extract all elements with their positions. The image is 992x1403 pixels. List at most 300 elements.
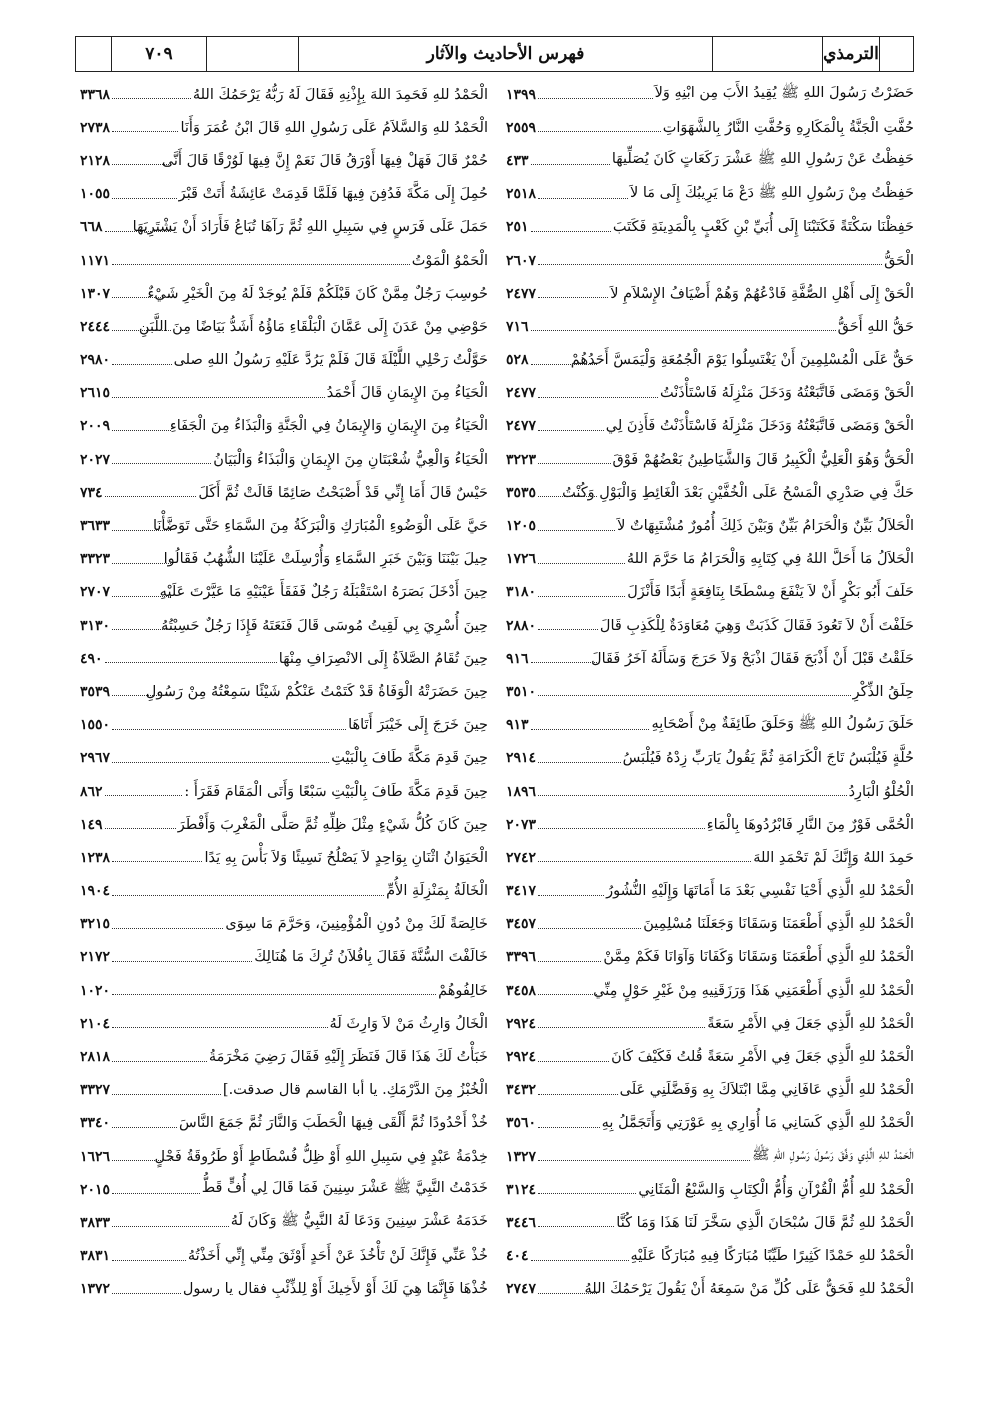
dot-leader <box>538 629 598 630</box>
dot-leader <box>112 729 346 730</box>
index-entry <box>506 1206 914 1239</box>
entry-text: حَمَلَ عَلَى فَرَسٍ فِي سَبِيلِ اللهِ ثُمَّ رَآهَا تُبَاعُ فَأَرَادَ أَنْ يَشْتَرِيَهَا <box>132 219 488 236</box>
entry-number: ١١٧١ <box>80 252 111 269</box>
index-entry <box>506 1107 914 1140</box>
index-entry <box>80 742 488 775</box>
entry-number: ٢٥٥٩ <box>506 119 537 136</box>
dot-leader <box>112 1094 221 1095</box>
entry-text: حَكَّ فِي صَدْرِي الْمَسْحُ عَلَى الْخُفَّيْنِ بَعْدَ الْغَائِطِ وَالْبَوْلِ وَكُنْتُ <box>562 484 914 501</box>
entry-number: ١٥٥٠ <box>80 717 111 734</box>
entry-text: حُمْرٌ قَالَ فَهَلْ فِيهَا أَوْرَقُ قَالَ نَعَمْ إِنَّ فِيهَا لَوُرْقًا قَالَ أَنَّى <box>161 152 488 169</box>
index-entry <box>506 974 914 1007</box>
entry-text: الْخُبْزُ مِنَ الدَّرْمَكِ. يا أبا القاسم قال صدقت.] <box>222 1082 488 1099</box>
index-entry <box>506 841 914 874</box>
dot-leader <box>538 1061 609 1062</box>
entry-number: ١٦٢٦ <box>80 1148 111 1165</box>
entry-number: ١٢٣٨ <box>80 849 111 866</box>
index-entry <box>80 709 488 742</box>
dot-leader <box>112 762 329 763</box>
index-entry <box>506 675 914 708</box>
entry-text: خُذْ عَنِّي فَإِنَّكَ لَنْ تَأْخُذَ عَنْ أَحَدٍ أَوْثَقَ مِنِّي إِنِّي أَخَذْتُهُ <box>187 1248 488 1265</box>
index-entry <box>506 78 914 111</box>
dot-leader <box>105 828 176 829</box>
index-entry <box>506 211 914 244</box>
index-entry <box>506 244 914 277</box>
dot-leader <box>538 762 620 763</box>
index-entry <box>506 1040 914 1073</box>
dot-leader <box>538 264 882 265</box>
entry-text: حَوَّلْتُ رَحْلِي اللَّيْلَةَ قَالَ فَلَمْ يَرُدَّ عَلَيْهِ رَسُولُ اللهِ صلى <box>173 352 488 369</box>
entry-number: ٣٥٣٩ <box>80 683 111 700</box>
entry-text: الْحَمْدُ للهِ الَّذِي عَافَانِي مِمَّا ابْتَلاَكَ بِهِ وَفَضَّلَنِي عَلَى <box>619 1082 914 1099</box>
index-entry <box>80 1173 488 1206</box>
index-entry <box>80 609 488 642</box>
dot-leader <box>538 430 604 431</box>
entry-text: حِينَ أُسْرِيَ بِي لَقِيتُ مُوسَى قَالَ فَنَعَتَهُ فَإِذَا رَجُلٌ حَسِبْتُهُ <box>161 617 488 634</box>
page-title: فهرس الأحاديث والآثار <box>299 37 713 71</box>
index-entry <box>506 742 914 775</box>
entry-text: الْحَمْدُ للهِ الَّذِي أَطْعَمَنِي هَذَا وَرَزَقَنِيهِ مِنْ غَيْرِ حَوْلٍ مِنِّي <box>593 982 914 999</box>
index-entry <box>80 1140 488 1173</box>
dot-leader <box>112 596 171 597</box>
entry-text: خَالِصَةً لَكَ مِنْ دُونِ الْمُؤْمِنِينَ، وَحَرَّمَ مَا سِوَى <box>225 916 488 933</box>
entry-number: ٣٤٥٨ <box>506 982 537 999</box>
entry-text: خَدَمْتُ النَّبِيَّ ﷺ عَشْرَ سِنِينَ فَمَا قَالَ لِي أُفٍّ قَطُّ <box>201 1180 488 1197</box>
index-entry <box>80 543 488 576</box>
dot-leader <box>538 795 847 796</box>
entry-text: الْحَقْ وَمَضَى فَاتَّبَعْتُهُ وَدَخَلَ مَنْزِلَهُ فَاسْتَأْذَنْتُ <box>659 385 914 402</box>
entry-text: الْحُلْوُ الْبَارِدُ <box>848 783 914 800</box>
entry-text: الْحَمْدُ للهِ الَّذِي جَعَلَ فِي الأَمْرِ سَعَةً قُلتُ فَكَيْفَ كَانَ <box>611 1049 914 1066</box>
index-entry <box>506 1007 914 1040</box>
entry-number: ٢٨١٨ <box>80 1049 111 1066</box>
entry-text: حَفِظْنَا سَكْتَةً فَكَتَبْنَا إِلَى أُبَيِّ بْنِ كَعْبٍ بِالْمَدِينَةِ فَكَتَبَ <box>612 219 914 236</box>
book-name: الترمذي <box>823 37 880 71</box>
dot-leader <box>112 1127 177 1128</box>
index-entry <box>80 377 488 410</box>
entry-text: الْحَمْدُ للهِ ثُمَّ قَالَ سُبْحَانَ الَّذِي سَخَّرَ لَنَا هَذَا وَمَا كُنَّا <box>616 1214 914 1231</box>
index-entry <box>80 277 488 310</box>
entry-text: خُذْهَا فَإِنَّمَا هِيَ لَكَ أَوْ لأَخِيكَ أَوْ لِلذِّئْبِ فقال يا رسول <box>182 1281 488 1298</box>
dot-leader <box>112 131 178 132</box>
dot-leader <box>112 994 436 995</box>
entry-number: ٢٧٣٨ <box>80 119 111 136</box>
entry-text: خَالِفُوهُمْ <box>438 982 488 999</box>
index-entry <box>506 941 914 974</box>
entry-number: ١٣٩٩ <box>506 86 537 103</box>
entry-number: ٣٢٢٣ <box>506 451 537 468</box>
index-entry <box>506 775 914 808</box>
index-entry <box>506 410 914 443</box>
entry-text: الْحَمْدُ للهِ فَحَقٌّ عَلَى كُلِّ مَنْ سَمِعَهُ أَنْ يَقُولَ يَرْحَمُكَ اللهُ <box>584 1281 914 1298</box>
entry-number: ٣٢١٥ <box>80 916 111 933</box>
entry-number: ٣٣٢٧ <box>80 1082 111 1099</box>
dot-leader <box>538 98 653 99</box>
dot-leader <box>112 530 171 531</box>
entry-text: حِينَ حَضَرَتْهُ الْوَفَاةُ قَدْ كَتَمْتُ عَنْكُمْ شَيْئًا سَمِعْتُهُ مِنْ رَسُولِ <box>145 683 488 700</box>
entry-text: حُمِلَ إِلَى مَكَّةَ فَدُفِنَ فِيهَا فَلَمَّا قَدِمَتْ عَائِشَةُ أَتَتْ قَبْرَ <box>178 186 488 203</box>
entry-number: ٩١٦ <box>506 650 529 667</box>
index-entry <box>80 808 488 841</box>
dot-leader <box>538 1127 600 1128</box>
index-entry <box>80 211 488 244</box>
header-cell-empty <box>207 37 299 71</box>
entry-number: ٣٦٣٣ <box>80 518 111 535</box>
entry-number: ٣٤٤٦ <box>506 1214 537 1231</box>
index-entry <box>506 277 914 310</box>
entry-text: حَمِدَ اللهُ وَإِنَّكَ لَمْ تَحْمَدِ اللهَ <box>753 849 914 866</box>
dot-leader <box>538 928 641 929</box>
dot-leader <box>112 1193 200 1194</box>
index-entry <box>80 1273 488 1306</box>
entry-number: ٢٠٧٣ <box>506 816 537 833</box>
dot-leader <box>112 397 325 398</box>
index-entry <box>506 609 914 642</box>
dot-leader <box>538 1094 618 1095</box>
dot-leader <box>105 662 277 663</box>
entry-number: ٣٣٢٣ <box>80 551 111 568</box>
index-entry <box>506 1273 914 1306</box>
entry-number: ٢٩٢٤ <box>506 1015 537 1032</box>
entry-number: ٢٧٠٧ <box>80 584 111 601</box>
index-entry <box>506 875 914 908</box>
entry-text: حِينَ تُقَامُ الصَّلاَةُ إِلَى الانْصِرَافِ مِنْهَا <box>278 650 488 667</box>
entry-text: الْحَيَاءُ وَالْعِيُّ شُعْبَتَانِ مِنَ الإِيمَانِ وَالْبَذَاءُ وَالْبَيَانُ <box>213 451 488 468</box>
dot-leader <box>531 662 597 663</box>
entry-number: ٣٨٣١ <box>80 1248 111 1265</box>
entry-number: ٤٩٠ <box>80 650 103 667</box>
entry-number: ٧٣٤ <box>80 484 103 501</box>
entry-text: الْحَقُّ <box>884 252 914 269</box>
entry-number: ٢٤٧٧ <box>506 418 537 435</box>
index-entry <box>80 310 488 343</box>
index-entry <box>506 111 914 144</box>
entry-text: الْحَيَاءُ مِنَ الإِيمَانِ قَالَ أَحْمَدُ <box>326 385 488 402</box>
dot-leader <box>538 496 597 497</box>
index-entry <box>80 642 488 675</box>
entry-text: حِينَ قَدِمَ مَكَّةَ طَافَ بِالْبَيْتِ <box>331 750 488 767</box>
entry-number: ٢١٧٢ <box>80 949 111 966</box>
dot-leader <box>105 231 171 232</box>
index-entry <box>80 1040 488 1073</box>
entry-number: ٤٣٣ <box>506 152 529 169</box>
dot-leader <box>112 1061 207 1062</box>
entry-text: حَضَرْتُ رَسُولَ اللهِ ﷺ يُقِيدُ الأَبَ مِن ابْنِهِ وَلاَ <box>654 85 914 102</box>
entry-number: ٢٩٢٤ <box>506 1049 537 1066</box>
entry-text: خِدْمَةُ عَبْدٍ فِي سَبِيلِ اللهِ أَوْ ظِلُّ فُسْطَاطٍ أَوْ طَرُوقَةُ فَحْلٍ <box>154 1148 488 1165</box>
entry-text: الْحَيَاءُ مِنَ الإِيمَانِ وَالإِيمَانُ فِي الْجَنَّةِ وَالْبَذَاءُ مِنَ الْجَفَاءِ <box>169 418 488 435</box>
page-header <box>75 36 914 72</box>
entry-text: خُذْ أَحْدُودًا ثُمَّ أَلْقَى فِيهَا الْحَطَبَ وَالنَّارَ ثُمَّ جَمَعَ النَّاسَ <box>179 1115 488 1132</box>
entry-text: الْخَالَةُ بِمَنْزِلَةِ الأُمِّ <box>386 883 488 900</box>
index-entry <box>506 543 914 576</box>
entry-text: حِينَ كَانَ كُلُّ شَيْءٍ مِثْلَ ظِلِّهِ ثُمَّ صَلَّى الْمَغْرِبَ وَأَفْطَرَ <box>177 816 488 833</box>
entry-number: ٣١٣٠ <box>80 617 111 634</box>
index-entry <box>80 443 488 476</box>
entry-number: ٣٥٦٠ <box>506 1115 537 1132</box>
dot-leader <box>112 629 171 630</box>
index-entry <box>80 675 488 708</box>
index-entry <box>506 709 914 742</box>
entry-number: ١٧٢٦ <box>506 551 537 568</box>
dot-leader <box>112 364 172 365</box>
index-entry <box>506 1140 914 1173</box>
dot-leader <box>112 98 191 99</box>
index-entry <box>506 144 914 177</box>
entry-number: ٢٤٧٧ <box>506 285 537 302</box>
entry-text: حَوْضِي مِنْ عَدَنَ إِلَى عَمَّانَ الْبَلْقَاءِ مَاؤُهُ أَشَدُّ بَيَاضًا مِنَ اللَّبَنِ <box>138 318 488 335</box>
dot-leader <box>112 563 171 564</box>
dot-leader <box>531 1260 629 1261</box>
index-entry <box>80 974 488 1007</box>
entry-number: ٢٧٤٢ <box>506 849 537 866</box>
entry-number: ١٨٩٦ <box>506 783 537 800</box>
dot-leader <box>538 1226 614 1227</box>
entry-number: ٦٦٨ <box>80 219 103 236</box>
dot-leader <box>538 131 661 132</box>
dot-leader <box>112 330 171 331</box>
dot-leader <box>538 994 597 995</box>
entry-number: ٢٤٤٤ <box>80 318 111 335</box>
entry-number: ٩١٣ <box>506 717 529 734</box>
index-entry <box>506 1173 914 1206</box>
dot-leader <box>538 530 615 531</box>
entry-text: حَلَفَ أَبُو بَكْرٍ أَنْ لاَ يَنْفَعَ مِسْطَحًا بِنَافِعَةٍ أَبَدًا فَأَنْزَلَ <box>627 584 914 601</box>
entry-text: حَلَفْتَ أَنْ لاَ تَعُودَ فَقَالَ كَذَبَتْ وَهِيَ مُعَاوَدَةٌ لِلْكَذِبِ قَالَ <box>599 617 914 634</box>
entry-text: حَيَّ عَلَى الْوَضُوءِ الْمُبَارَكِ وَالْبَرَكَةُ مِنَ السَّمَاءِ حَتَّى تَوَضَّأْنَا <box>152 518 488 535</box>
dot-leader <box>105 795 183 796</box>
dot-leader <box>538 397 658 398</box>
dot-leader <box>538 1293 597 1294</box>
entry-number: ٨٦٢ <box>80 783 103 800</box>
entry-text: حَقُّ اللهِ أَحَقُّ <box>837 318 914 335</box>
entry-text: حَلَقْتُ قَبْلَ أَنْ أَذْبَحَ فَقَالَ اذْبَحْ وَلاَ حَرَجَ وَسَأَلَهُ آخَرُ فَقَالَ <box>591 650 914 667</box>
dot-leader <box>112 463 211 464</box>
entry-text: الْحُمَّى فَوْرٌ مِنَ النَّارِ فَابْرُدُوهَا بِالْمَاءِ <box>706 816 914 833</box>
entry-number: ١٩٠٤ <box>80 883 111 900</box>
index-entry <box>506 443 914 476</box>
entry-number: ٥٢٨ <box>506 352 529 369</box>
entry-number: ٢٧٤٧ <box>506 1281 537 1298</box>
dot-leader <box>531 231 611 232</box>
entry-number: ٣٥١٠ <box>506 683 537 700</box>
entry-number: ٢١٢٨ <box>80 152 111 169</box>
entry-number: ٧١٦ <box>506 318 529 335</box>
entry-text: الْحَمْدُ للهِ أُمُّ الْقُرْآنِ وَأُمُّ الْكِتَابِ وَالسَّبْعُ الْمَثَانِي <box>638 1181 914 1198</box>
entry-number: ١٤٩ <box>80 816 103 833</box>
dot-leader <box>112 1293 181 1294</box>
index-entry <box>80 476 488 509</box>
entry-text: حُلَّةٍ فَيُلْبَسُ تَاجَ الْكَرَامَةِ ثُمَّ يَقُولُ يَارَبِّ زِدْهُ فَيُلْبَسُ <box>622 750 914 767</box>
index-entry <box>80 178 488 211</box>
dot-leader <box>112 1160 171 1161</box>
entry-text: الْحَقُّ وَهُوَ الْعَلِيُّ الْكَبِيرُ قَالَ وَالشَّيَاطِينُ بَعْضُهُمْ فَوْقَ <box>612 451 914 468</box>
entry-text: حُفَّتِ الْجَنَّةُ بِالْمَكَارِهِ وَحُفَّتِ النَّارُ بِالشَّهَوَاتِ <box>662 119 914 136</box>
entry-text: حِيلَ بَيْنَنَا وَبَيْنَ خَبَرِ السَّمَاءِ وَأُرْسِلَتْ عَلَيْنَا الشُّهُبُ فَقَالُوا <box>163 551 488 568</box>
index-entry <box>80 1240 488 1273</box>
entry-text: حَفِظْتُ عَنْ رَسُولِ اللهِ ﷺ عَشْرَ رَكَعَاتٍ كَانَ يُصَلِّيهَا <box>611 151 914 168</box>
entry-text: خَبَأْتُ لَكَ هَذَا قَالَ فَنَظَرَ إِلَيْهِ فَقَالَ رَضِيَ مَخْرَمَةُ <box>208 1049 488 1066</box>
entry-text: حَقٌّ عَلَى الْمُسْلِمِينَ أَنْ يَغْتَسِلُوا يَوْمَ الْجُمُعَةِ وَلْيَمَسَّ أَحَدُهُمْ <box>570 352 914 369</box>
entry-number: ٢٠١٥ <box>80 1181 111 1198</box>
entry-number: ٢٦١٥ <box>80 385 111 402</box>
entry-number: ١٣٢٧ <box>506 1148 537 1165</box>
entry-text: الْحَقْ إِلَى أَهْلِ الصُّفَّةِ فَادْعُهُمْ وَهُمْ أَضْيَافُ الإِسْلاَمِ لاَ <box>610 285 914 302</box>
entry-number: ١٠٥٥ <box>80 186 111 203</box>
dot-leader <box>105 496 197 497</box>
entry-text: الْحَمْدُ للهِ وَالسَّلاَمُ عَلَى رَسُولِ اللهِ قَالَ ابْنُ عُمَرَ وَأَنَا <box>180 119 488 136</box>
dot-leader <box>538 1160 750 1161</box>
header-cell-empty <box>880 37 913 71</box>
dot-leader <box>112 430 171 431</box>
entry-text: حَيْسٌ قَالَ أَمَا إِنِّي قَدْ أَصْبَحْتُ صَائِمًا قَالَتْ ثُمَّ أَكَلَ <box>198 484 488 501</box>
entry-text: حُوسِبَ رَجُلٌ مِمَّنْ كَانَ قَبْلَكُمْ فَلَمْ يُوجَدْ لَهُ مِنَ الْخَيْرِ شَيْءٌ <box>147 285 488 302</box>
dot-leader <box>112 895 384 896</box>
dot-leader <box>538 198 628 199</box>
index-entry <box>80 941 488 974</box>
index-entry <box>80 509 488 542</box>
dot-leader <box>538 563 625 564</box>
entry-number: ١٠٢٠ <box>80 982 111 999</box>
index-entry <box>80 111 488 144</box>
entry-number: ٢٩١٤ <box>506 750 537 767</box>
entry-text: الْحَمْدُ للهِ الَّذِي وَفَّقَ رَسُولَ رَسُولِ اللهِ ﷺ <box>751 1147 914 1164</box>
dot-leader <box>531 330 836 331</box>
index-entry <box>80 908 488 941</box>
dot-leader <box>112 1226 229 1227</box>
index-entry <box>80 1007 488 1040</box>
dot-leader <box>538 1193 636 1194</box>
entry-number: ٣٤٣٢ <box>506 1082 537 1099</box>
dot-leader <box>112 164 171 165</box>
entry-text: الْحَمْدُ للهِ فَحَمِدَ اللهَ بِإِذْنِهِ فَقَالَ لَهُ رَبُّهُ يَرْحَمُكَ اللهُ <box>192 86 488 103</box>
entry-text: حِلَقُ الذِّكْرِ <box>852 683 914 700</box>
page-number: ٧٠٩ <box>112 37 207 71</box>
index-entry <box>506 1074 914 1107</box>
dot-leader <box>112 1260 186 1261</box>
entry-text: خَالَفْتَ السُّنَّةَ فَقَالَ بِافُلاَنُ تُرِكَ مَا هُنَالِكَ <box>254 949 488 966</box>
index-entry <box>80 841 488 874</box>
dot-leader <box>538 895 604 896</box>
entry-number: ٢٩٦٧ <box>80 750 111 767</box>
entry-number: ٤٠٤ <box>506 1248 529 1265</box>
entry-text: الْخَالُ وَارِثُ مَنْ لاَ وَارِثَ لَهُ <box>329 1015 488 1032</box>
entry-text: الْحَمْدُ للهِ الَّذِي أَطْعَمَنَا وَسَقَانَا وَجَعَلَنَا مُسْلِمِينَ <box>643 916 914 933</box>
entry-number: ٣٤٥٧ <box>506 916 537 933</box>
entry-number: ٢٥١ <box>506 219 529 236</box>
index-entry <box>506 576 914 609</box>
entry-text: حَلَقَ رَسُولُ اللهِ ﷺ وَحَلَقَ طَائِفَةٌ مِنْ أَصْحَابِهِ <box>651 715 914 732</box>
dot-leader <box>538 1027 705 1028</box>
dot-leader <box>538 828 705 829</box>
entry-text: الْحَمْدُ للهِ الَّذِي جَعَلَ فِي الأَمْرِ سَعَةً <box>707 1015 914 1032</box>
index-entry <box>80 576 488 609</box>
entry-number: ٢٥١٨ <box>506 186 537 203</box>
entry-number: ٣١٢٤ <box>506 1181 537 1198</box>
entry-number: ١٣٠٧ <box>80 285 111 302</box>
entry-number: ٢٠٢٧ <box>80 451 111 468</box>
header-cell-empty <box>76 37 112 71</box>
index-entry <box>506 808 914 841</box>
dot-leader <box>112 928 223 929</box>
index-entry <box>506 310 914 343</box>
index-entry <box>506 908 914 941</box>
index-entry <box>506 1240 914 1273</box>
dot-leader <box>112 297 171 298</box>
dot-leader <box>538 961 601 962</box>
index-entry <box>80 1074 488 1107</box>
entry-number: ٢٦٠٧ <box>506 252 537 269</box>
dot-leader <box>112 1027 327 1028</box>
entry-number: ٣٣٦٨ <box>80 86 111 103</box>
dot-leader <box>112 198 177 199</box>
entry-number: ٢٤٧٧ <box>506 385 537 402</box>
entry-text: الْحَمْدُ للهِ الَّذِي أَحْيَا نَفْسِي بَعْدَ مَا أَمَاتَهَا وَإِلَيْهِ النُّشُورُ <box>606 883 914 900</box>
entry-text: الْحَلاَلُ بَيِّنٌ وَالْحَرَامُ بَيِّنٌ وَبَيْنَ ذَلِكَ أُمُورٌ مُشْتَبِهَاتٌ لاَ <box>617 518 914 535</box>
right-column <box>506 78 914 1306</box>
header-cell-empty <box>713 37 823 71</box>
entry-number: ٣٨٣٣ <box>80 1214 111 1231</box>
dot-leader <box>538 861 751 862</box>
entry-number: ٣١٨٠ <box>506 584 537 601</box>
dot-leader <box>538 297 608 298</box>
dot-leader <box>112 264 410 265</box>
dot-leader <box>112 695 171 696</box>
entry-text: حِينَ خَرَجَ إِلَى خَيْبَرَ أَتَاهَا <box>348 717 488 734</box>
entry-number: ٢٩٨٠ <box>80 352 111 369</box>
index-entry <box>80 410 488 443</box>
entry-number: ١٢٠٥ <box>506 518 537 535</box>
dot-leader <box>531 729 650 730</box>
index-entry <box>80 78 488 111</box>
dot-leader <box>538 596 625 597</box>
dot-leader <box>112 861 202 862</box>
entry-number: ٢١٠٤ <box>80 1015 111 1032</box>
entry-text: الْحَمْوُ الْمَوْتُ <box>411 252 488 269</box>
entry-text: حِينَ قَدِمَ مَكَّةَ طَافَ بِالْبَيْتِ سَبْعًا وَأَتَى الْمَقَامَ فَقَرَأَ : <box>184 783 488 800</box>
dot-leader <box>531 364 597 365</box>
entry-text: الْحَيَوَانُ اثْنَانِ بِوَاحِدٍ لاَ يَصْلُحُ نَسِيئًا وَلاَ بَأْسَ بِهِ يَدًا <box>204 849 488 866</box>
index-entry <box>80 344 488 377</box>
entry-text: حِينَ أَدْخَلَ بَصَرَهُ اسْتَقْبَلَهُ رَجُلٌ فَفَقَأَ عَيْنَيْهِ مَا عَيَّرْتَ عَلَيْهِ <box>159 584 488 601</box>
index-entry <box>80 1107 488 1140</box>
dot-leader <box>531 164 610 165</box>
index-entry <box>80 244 488 277</box>
index-entry <box>80 144 488 177</box>
entry-text: حَفِظْتُ مِنْ رَسُولِ اللهِ ﷺ دَعْ مَا يَرِيبُكَ إِلَى مَا لاَ <box>630 184 914 201</box>
index-entry <box>80 1206 488 1239</box>
entry-number: ٣٣٤٠ <box>80 1115 111 1132</box>
index-entry <box>80 775 488 808</box>
index-entry <box>80 875 488 908</box>
dot-leader <box>538 695 850 696</box>
entry-number: ١٣٧٢ <box>80 1281 111 1298</box>
entry-text: خَدَمَهُ عَشْرَ سِنِينَ وَدَعَا لَهُ النَّبِيُّ ﷺ وَكَانَ لَهُ <box>230 1213 488 1230</box>
left-column <box>80 78 488 1306</box>
entry-text: الْحَقْ وَمَضَى فَاتَّبَعْتُهُ وَدَخَلَ مَنْزِلَهُ فَاسْتَأْذَنْتُ فَأَذِنَ لِي <box>605 418 914 435</box>
entry-text: الْحَمْدُ للهِ حَمْدًا كَثِيرًا طَيِّبًا مُبَارَكًا فِيهِ مُبَارَكًا عَلَيْهِ <box>630 1248 914 1265</box>
dot-leader <box>538 463 610 464</box>
index-entry <box>506 642 914 675</box>
entry-number: ٢٠٠٩ <box>80 418 111 435</box>
entry-number: ٣٣٩٦ <box>506 949 537 966</box>
index-entry <box>506 344 914 377</box>
index-entry <box>506 509 914 542</box>
index-entry <box>506 178 914 211</box>
entry-text: الْحَمْدُ للهِ الَّذِي أَطْعَمَنَا وَسَقَانَا وَكَفَانَا وَآوَانَا فَكَمْ مِمَّنْ <box>603 949 914 966</box>
entry-text: الْحَمْدُ للهِ الَّذِي كَسَانِي مَا أُوَارِي بِهِ عَوْرَتِي وَأَتَجَمَّلُ بِهِ <box>601 1115 914 1132</box>
entry-number: ٣٥٣٥ <box>506 484 537 501</box>
